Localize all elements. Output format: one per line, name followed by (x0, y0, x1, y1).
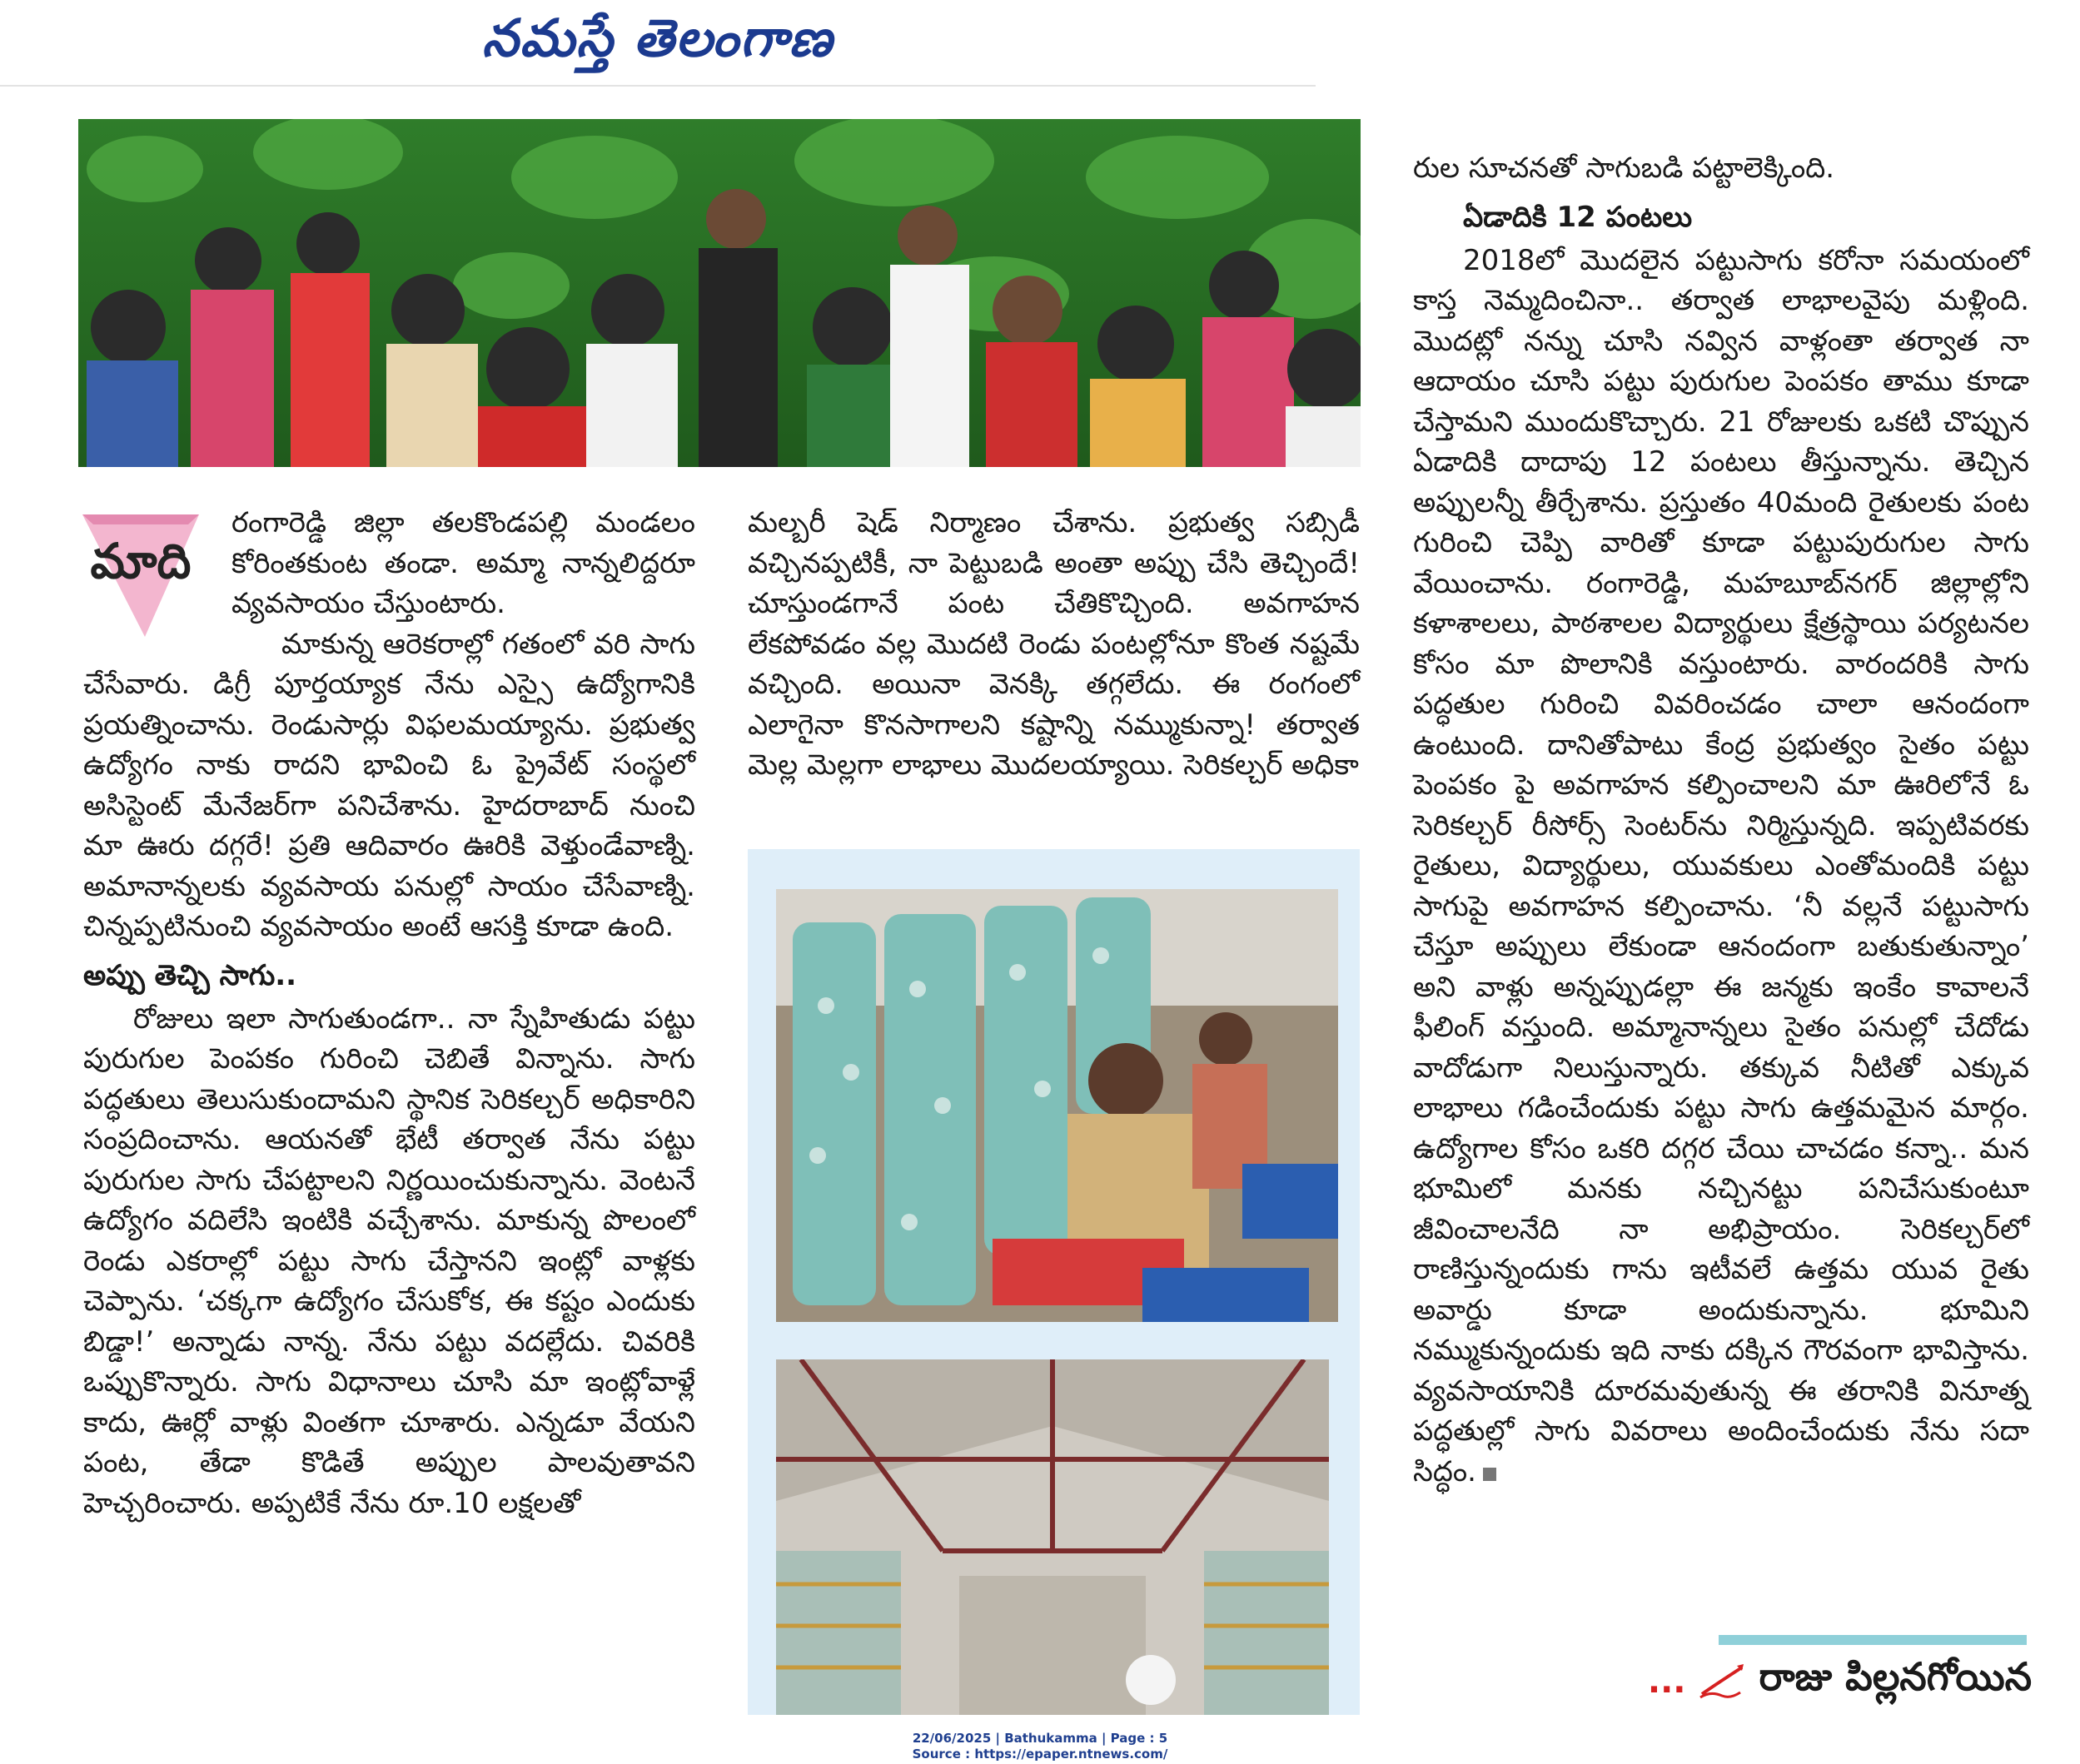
masthead-divider (0, 85, 1316, 87)
intro-paragraph: రంగారెడ్డి జిల్లా తలకొండపల్లి మండలం కోరింతకుంట తండా. అమ్మా నాన్నలిద్దరూ వ్యవసాయం చేస్తుంటారు. (231, 506, 695, 620)
end-mark-icon (1483, 1468, 1496, 1481)
shed-photo (776, 1359, 1329, 1715)
byline-dots: ... (1647, 1662, 1686, 1701)
masthead (0, 0, 1316, 87)
paragraph: మల్బరీ షెడ్ నిర్మాణం చేశాను. ప్రభుత్వ సబ్సిడీ వచ్చినప్పటికీ, నా పెట్టుబడి అంతా అప్పు చేసి తెచ్చిందే! చూస్తుండగానే పంట చేతికొచ్చింది. అవగాహన లేకపోవడం వల్ల మొదటి రెండు పంటల్లోనూ కొంత నష్టమే వచ్చింది. అయినా వెనక్కి తగ్గలేదు. ఈ రంగంలో ఎలాగైనా కొనసాగాలని కష్టాన్ని నమ్ముకున్నా! తర్వాత మెల్ల మెల్లగా లాభాలు మొదలయ్యాయి. సెరికల్చర్ అధికా (748, 506, 1360, 782)
paragraph: రుల సూచనతో సాగుబడి పట్టాలెక్కింది. (1413, 152, 1835, 185)
article-column-2 (748, 503, 1360, 786)
dropcap (78, 508, 211, 645)
footer-source-line: Source : https://epaper.ntnews.com/ (912, 1747, 1168, 1762)
paragraph: రోజులు ఇలా సాగుతుండగా.. నా స్నేహితుడు పట్టు పురుగుల పెంపకం గురించి చెబితే విన్నాను. సాగు పద్ధతులు తెలుసుకుందామని స్థానిక సెరికల్చర్ అధికారిని సంప్రదించాను. ఆయనతో భేటీ తర్వాత నేను పట్టు పురుగుల సాగు చేపట్టాలని నిర్ణయించుకున్నాను. వెంటనే ఉద్యోగం వదిలేసి ఇంటికి వచ్చేశాను. మాకున్న పొలంలో రెండు ఎకరాల్లో పట్టు సాగు చేస్తానని ఇంట్లో వాళ్లకు చెప్పాను. ‘చక్కగా ఉద్యోగం చేసుకోక, ఈ కష్టం ఎందుకు బిడ్డా!’ అన్నాడు నాన్న. నేను పట్టు వదల్లేదు. చివరికి ఒప్పుకొన్నారు. సాగు విధానాలు చూసి మా ఇంట్లోవాళ్లే కాదు, ఊర్లో వాళ్లు వింతగా చూశారు. ఎన్నడూ వేయని పంట, తేడా కొడితే అప్పుల పాలవుతావని హెచ్చరించారు. అప్పటికే నేను రూ.10 లక్షలతో (83, 1001, 695, 1520)
article-column-3 (1413, 148, 2029, 1492)
footer-date-line: 22/06/2025 | Bathukamma | Page : 5 (912, 1731, 1168, 1746)
paragraph: 2018లో మొదలైన పట్టుసాగు కరోనా సమయంలో కాస్త నెమ్మదించినా.. తర్వాత లాభాలవైపు మళ్లింది. మొదట్లో నన్ను చూసి నవ్విన వాళ్లంతా తర్వాత నా ఆదాయం చూసి పట్టు పురుగుల పెంపకం తాము కూడా చేస్తామని ముందుకొచ్చారు. 21 రోజులకు ఒకటి చొప్పున ఏడాదికి దాదాపు 12 పంటలు తీస్తున్నాను. తెచ్చిన అప్పులన్నీ తీర్చేశాను. ప్రస్తుతం 40మంది రైతులకు పంట గురించి చెప్పి వారితో కూడా పట్టుపురుగుల సాగు వేయించాను. రంగారెడ్డి, మహబూబ్‌నగర్ జిల్లాల్లోని కళాశాలలు, పాఠశాలల విద్యార్థులు క్షేత్రస్థాయి పర్యటనల కోసం మా పొలానికి వస్తుంటారు. వారందరికి సాగు పద్ధతుల గురించి వివరించడం చాలా ఆనందంగా ఉంటుంది. దానితోపాటు కేంద్ర ప్రభుత్వం సైతం పట్టు పెంపకం పై అవగాహన కల్పించాలని మా ఊరిలోనే ఓ సెరికల్చర్ రీసోర్స్ సెంటర్‌ను నిర్మిస్తున్నది. ఇప్పటివరకు రైతులు, విద్యార్థులు, యువకులు ఎంతోమందికి పట్టు సాగుపై అవగాహన కల్పించాను. ‘నీ వల్లనే పట్టుసాగు చేస్తూ అప్పులు లేకుండా ఆనందంగా బతుకుతున్నాం’ అని వాళ్లు అన్నప్పుడల్లా ఈ జన్మకు ఇంకేం కావాలనే ఫీలింగ్ వస్తుంది. అమ్మానాన్నలు సైతం పనుల్లో చేదోడు వాదోడుగా నిలుస్తున్నారు. తక్కువ నీటితో ఎక్కువ లాభాలు గడించేందుకు పట్టు సాగు ఉత్తమమైన మార్గం. ఉద్యోగాల కోసం ఒకరి దగ్గర చేయి చాచడం కన్నా.. మన భూమిలో మనకు నచ్చినట్టు పనిచేసుకుంటూ జీవించాలనేది నా అభిప్రాయం. సెరికల్చర్‌లో రాణిస్తున్నందుకు గాను ఇటీవలే ఉత్తమ యువ రైతు అవార్డు కూడా అందుకున్నాను. భూమిని నమ్ముకున్నందుకు ఇది నాకు దక్కిన గౌరవంగా భావిస్తాను. వ్యవసాయానికి దూరమవుతున్న ఈ తరానికి వినూత్న పద్ధతుల్లో సాగు వివరాలు అందించేందుకు నేను సదా సిద్ధం. (1413, 243, 2029, 1488)
byline (1607, 1652, 2032, 1711)
cocoon-photo (776, 889, 1338, 1322)
byline-accent-bar (1719, 1635, 2027, 1645)
pen-icon (1697, 1661, 1747, 1702)
article-column-1 (83, 503, 695, 1523)
subheading-borrowed-farming: అప్పు తెచ్చి సాగు.. (83, 958, 297, 992)
author-name: రాజు పిల్లనగోయిన (1759, 1654, 2032, 1699)
paragraph: మాకున్న ఆరెకరాల్లో గతంలో వరి సాగు చేసేవారు. డిగ్రీ పూర్తయ్యాక నేను ఎస్సై ఉద్యోగానికి ప్రయత్నించాను. రెండుసార్లు విఫలమయ్యాను. ప్రభుత్వ ఉద్యోగం నాకు రాదని భావించి ఓ ప్రైవేట్ సంస్థలో అసిస్టెంట్ మేనేజర్‌గా పనిచేశాను. హైదరాబాద్ నుంచి మా ఊరు దగ్గరే! ప్రతి ఆదివారం ఊరికి వెళ్తుండేవాణ్ని. అమానాన్నలకు వ్యవసాయ పనుల్లో సాయం చేసేవాణ్ని. చిన్నప్పటినుంచి వ్యవసాయం అంటే ఆసక్తి కూడా ఉంది. (83, 627, 695, 943)
dropcap-text: మాది (90, 533, 192, 589)
top-photo (78, 119, 1361, 467)
subheading-12-crops: ఏడాదికి 12 పంటలు (1463, 200, 1693, 234)
newspaper-title: నమస్తే తెలంగాణ (481, 7, 834, 68)
